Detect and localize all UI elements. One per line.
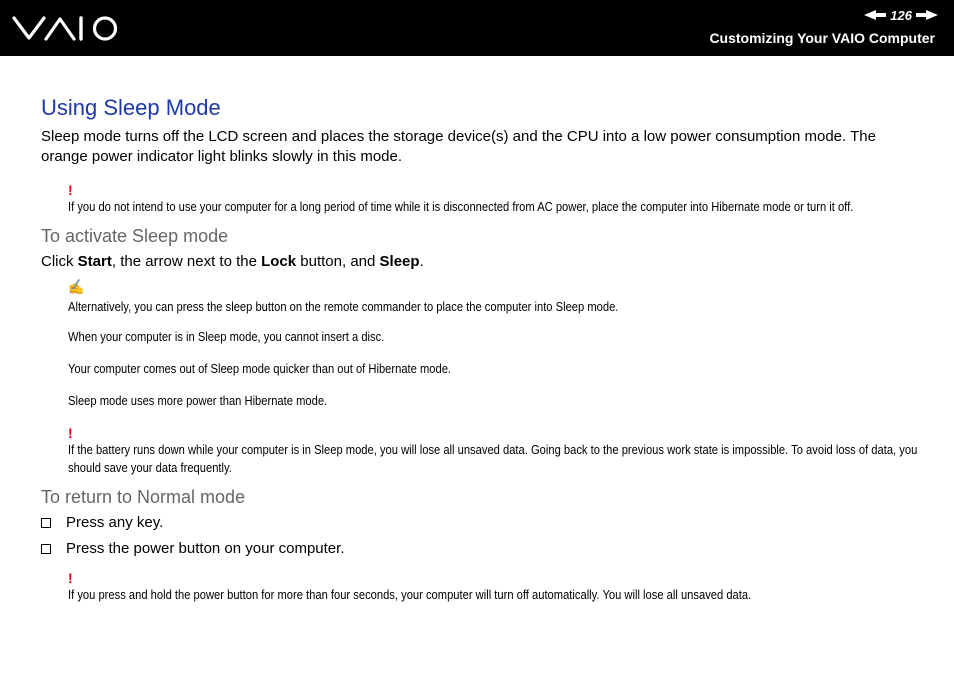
list-item-text: Press any key.: [66, 514, 164, 531]
note-block: [41, 280, 921, 410]
activate-text-4: .: [419, 253, 424, 270]
previous-page-arrow-icon[interactable]: [864, 10, 886, 20]
page-content: [41, 93, 921, 604]
warning-block-2: [41, 426, 921, 477]
page-header: [0, 0, 954, 56]
list-item-text: Press the power button on your computer.: [66, 540, 345, 557]
activate-text-1: Click: [41, 253, 78, 270]
warning-text: If you do not intend to use your computer for a long period of time while it is disconnected from AC power, place the computer into Hibernate mode or turn it off.: [68, 199, 854, 214]
sleep-label: Sleep: [379, 253, 420, 270]
note-text: When your computer is in Sleep mode, you cannot insert a disc.: [68, 329, 385, 344]
next-page-arrow-icon[interactable]: [916, 10, 938, 20]
checkbox-bullet-icon: [41, 544, 51, 554]
page-title: Using Sleep Mode: [41, 95, 221, 120]
note-text: Alternatively, you can press the sleep button on the remote commander to place the computer into Sleep mode.: [68, 299, 619, 314]
lock-label: Lock: [261, 253, 297, 270]
warning-block-1: [41, 183, 921, 216]
activate-text-2: , the arrow next to the: [111, 253, 262, 270]
note-pen-icon: ✍: [68, 279, 85, 296]
intro-paragraph: Sleep mode turns off the LCD screen and places the storage device(s) and the CPU into a low power consumption mode. The orange power indicator light blinks slowly in this mode.: [41, 128, 876, 165]
page-navigation: [864, 7, 938, 23]
warning-icon: !: [68, 182, 73, 198]
warning-icon: !: [68, 425, 73, 441]
warning-block-3: [41, 571, 921, 604]
note-text: Sleep mode uses more power than Hibernate mode.: [68, 393, 328, 408]
start-label: Start: [77, 253, 112, 270]
warning-text: If you press and hold the power button for more than four seconds, your computer will turn off automatically. You will lose all unsaved data.: [68, 587, 752, 602]
activate-text-3: button, and: [296, 253, 380, 270]
checkbox-bullet-icon: [41, 518, 51, 528]
warning-icon: !: [68, 570, 73, 586]
warning-text: If the battery runs down while your computer is in Sleep mode, you will lose all unsaved data. Going back to the previous work state is impossible. To avoid loss of data, you should save your data frequently.: [68, 442, 918, 475]
list-item: [41, 539, 921, 559]
activate-instruction: [41, 252, 921, 272]
page-number: 126: [890, 7, 912, 23]
section-title: Customizing Your VAIO Computer: [709, 30, 935, 46]
normal-heading: To return to Normal mode: [41, 487, 246, 507]
list-item: [41, 513, 921, 533]
note-text: Your computer comes out of Sleep mode quicker than out of Hibernate mode.: [68, 361, 452, 376]
vaio-logo: [12, 14, 122, 44]
activate-heading: To activate Sleep mode: [41, 226, 229, 246]
